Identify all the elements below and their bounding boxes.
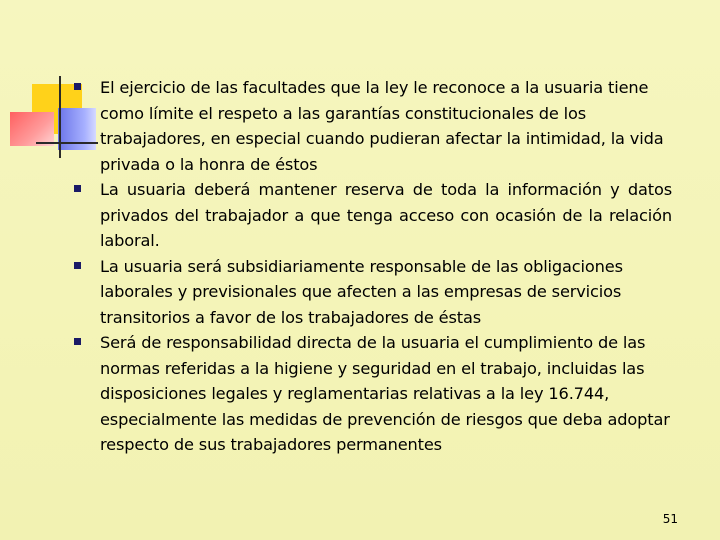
page-number: 51 [662, 512, 678, 526]
bullet-list [72, 75, 672, 458]
bullet-square-icon [74, 262, 81, 269]
bullet-text: Será de responsabilidad directa de la usuaria el cumplimiento de las normas referidas a la higiene y seguridad en el trabajo, incluidas las disposiciones legales y reglamentarias relativas a la ley 16.744, especialmente las medidas de prevención de riesgos que deba adoptar respecto de sus trabajadores permanentes [100, 333, 670, 454]
bullet-item [72, 330, 672, 458]
bullet-text: La usuaria deberá mantener reserva de toda la información y datos privados del trabajador a que tenga acceso con ocasión de la relación laboral. [100, 180, 672, 250]
logo-red-square [10, 112, 54, 146]
bullet-item [72, 177, 672, 254]
bullet-item [72, 254, 672, 331]
bullet-item [72, 75, 672, 177]
logo-vertical-line [59, 76, 61, 158]
bullet-square-icon [74, 83, 81, 90]
bullet-text: El ejercicio de las facultades que la ley le reconoce a la usuaria tiene como límite el respeto a las garantías constitucionales de los trabajadores, en especial cuando pudieran afectar la intimidad, la vida privada o la honra de éstos [100, 78, 664, 174]
bullet-square-icon [74, 185, 81, 192]
bullet-square-icon [74, 338, 81, 345]
bullet-text: La usuaria será subsidiariamente responsable de las obligaciones laborales y previsionales que afecten a las empresas de servicios transitorios a favor de los trabajadores de éstas [100, 256, 623, 327]
